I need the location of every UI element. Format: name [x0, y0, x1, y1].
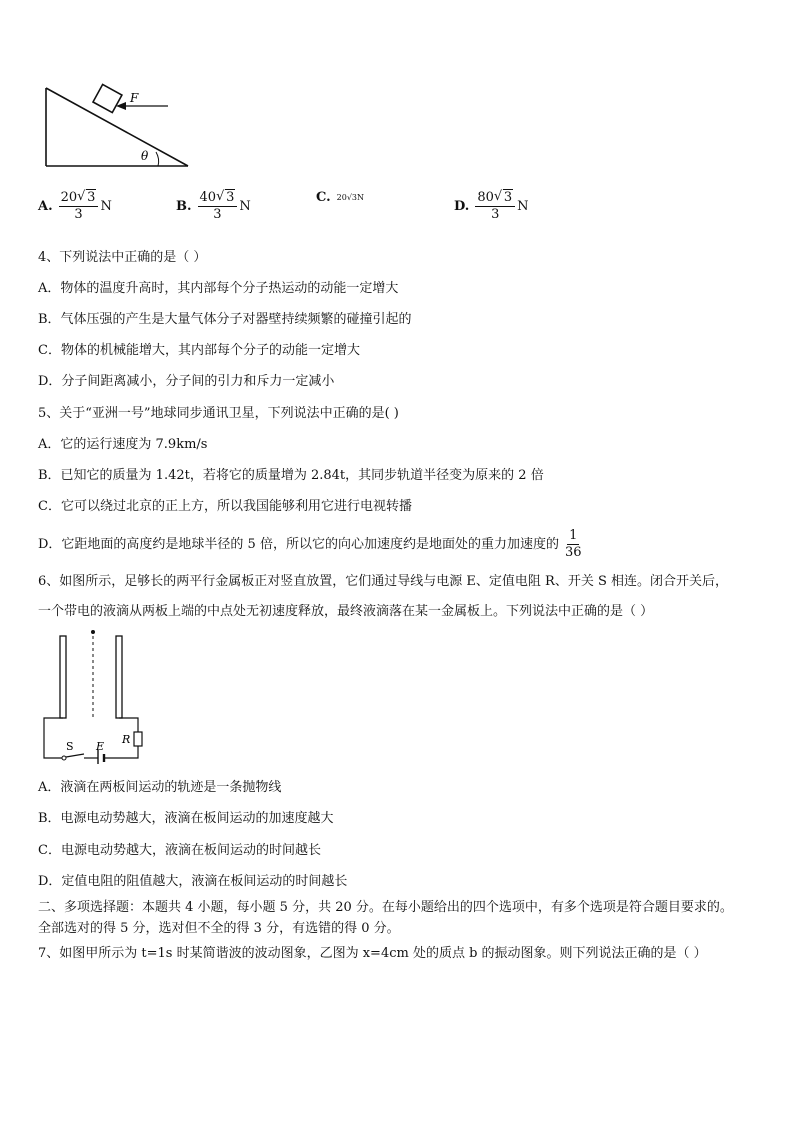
- switch-label: S: [66, 740, 74, 753]
- section2-heading-line2: 全部选对的得 5 分，选对但不全的得 3 分，有选错的得 0 分。: [38, 921, 400, 936]
- option-c[interactable]: [316, 190, 364, 205]
- angle-label: θ: [141, 149, 149, 163]
- incline-figure: [38, 82, 198, 172]
- q5-option-d-text: D．它距地面的高度约是地球半径的 5 倍，所以它的向心加速度约是地面处的重力加速度的: [38, 536, 559, 552]
- option-letter: B.: [176, 199, 192, 214]
- q5-option-c[interactable]: C．它可以绕过北京的正上方，所以我国能够利用它进行电视转播: [38, 499, 412, 514]
- option-letter: C.: [316, 190, 331, 205]
- q4-option-b[interactable]: B．气体压强的产生是大量气体分子对器壁持续频繁的碰撞引起的: [38, 312, 412, 327]
- q6-option-b[interactable]: B．电源电动势越大，液滴在板间运动的加速度越大: [38, 811, 334, 826]
- q6-option-c[interactable]: C．电源电动势越大，液滴在板间运动的时间越长: [38, 843, 321, 858]
- q4-stem: 4、下列说法中正确的是（ ）: [38, 250, 207, 265]
- option-text: 20√3N: [336, 193, 365, 202]
- option-letter: A.: [38, 199, 53, 214]
- q6-stem-line2: 一个带电的液滴从两板上端的中点处无初速度释放，最终液滴落在某一金属板上。下列说法中正确的是（ ）: [38, 604, 654, 619]
- q5-option-b[interactable]: B．已知它的质量为 1.42t，若将它的质量增为 2.84t，其同步轨道半径变为原来的 2 倍: [38, 468, 544, 483]
- source-label: E: [96, 740, 105, 753]
- q6-stem-line1: 6、如图所示，足够长的两平行金属板正对竖直放置，它们通过导线与电源 E、定值电阻 R、开关 S 相连。闭合开关后，: [38, 574, 728, 589]
- fraction: $\frac{80√ 3}{3}$: [475, 190, 515, 223]
- unit: N: [517, 199, 529, 214]
- q5-stem: 5、关于“亚洲一号”地球同步通讯卫星，下列说法中正确的是( ): [38, 406, 399, 421]
- section2-heading-line1: 二、多项选择题：本题共 4 小题，每小题 5 分，共 20 分。在每小题给出的四个选项中，有多个选项是符合题目要求的。: [38, 900, 733, 915]
- q7-stem: 7、如图甲所示为 t=1s 时某简谐波的波动图象，乙图为 x=4cm 处的质点 b 的振动图象。则下列说法正确的是（ ）: [38, 946, 707, 961]
- q4-option-a[interactable]: A．物体的温度升高时，其内部每个分子热运动的动能一定增大: [38, 281, 399, 296]
- option-letter: D.: [454, 199, 470, 214]
- q4-option-d[interactable]: D．分子间距离减小，分子间的引力和斥力一定减小: [38, 374, 335, 389]
- q6-option-d[interactable]: D．定值电阻的阻值越大，液滴在板间运动的时间越长: [38, 874, 348, 889]
- fraction: $\frac{40√ 3}{3}$: [198, 190, 238, 223]
- fraction: $\frac{20√ 3}{3}$: [59, 190, 99, 223]
- option-a[interactable]: [38, 190, 112, 223]
- q5-option-d[interactable]: [38, 528, 584, 561]
- option-d[interactable]: [454, 190, 529, 223]
- unit: N: [100, 199, 112, 214]
- circuit-figure: [38, 628, 148, 764]
- q6-option-a[interactable]: A．液滴在两板间运动的轨迹是一条抛物线: [38, 780, 282, 795]
- option-b[interactable]: [176, 190, 251, 223]
- q4-option-c[interactable]: C．物体的机械能增大，其内部每个分子的动能一定增大: [38, 343, 360, 358]
- q5-option-a[interactable]: A．它的运行速度为 7.9km/s: [38, 437, 208, 452]
- resistor-label: R: [122, 733, 131, 746]
- force-label: F: [130, 91, 139, 105]
- unit: N: [239, 199, 251, 214]
- fraction-1-36: $\frac{1}{36}$: [564, 528, 582, 560]
